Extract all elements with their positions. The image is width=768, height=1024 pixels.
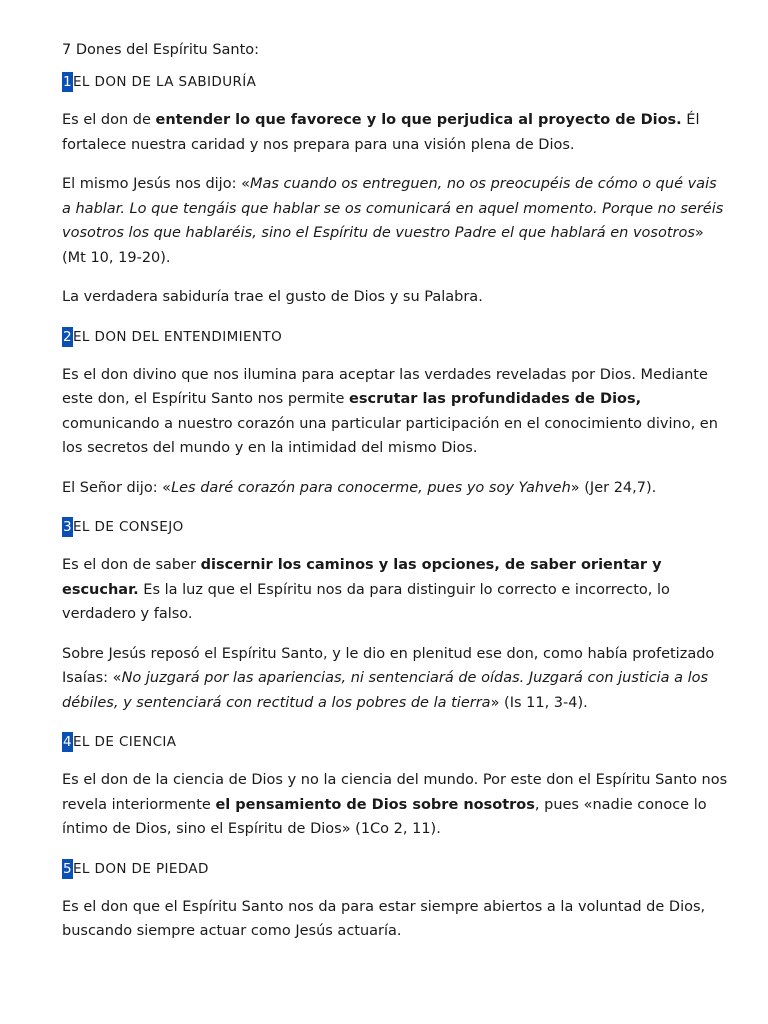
section-heading-4	[62, 730, 728, 754]
text-run: Él fortalece nuestra caridad y nos prepara para una visión plena de Dios.	[62, 112, 700, 153]
text-run: » (Is 11, 3-4).	[490, 694, 588, 711]
section-title-1: EL DON DE LA SABIDURÍA	[73, 74, 257, 90]
italic-quote: Les daré corazón para conocerme, pues yo soy Yahveh	[171, 479, 571, 496]
section-1-paragraph-1	[62, 108, 728, 157]
section-3-paragraph-2	[62, 642, 728, 716]
italic-quote: No juzgará por las apariencias, ni sentenciará de oídas. Juzgará con justicia a los débiles, y sentenciará con rectitud a los pobres de la tierra	[62, 670, 709, 711]
bold-text-run: escrutar las profundidades de Dios,	[349, 391, 642, 407]
section-title-4: EL DE CIENCIA	[73, 734, 177, 750]
section-heading-2	[62, 325, 728, 349]
text-run: comunicando a nuestro corazón una particular participación en el conocimiento divino, en los secretos del mundo y en la intimidad del mismo Dios.	[62, 415, 718, 456]
document-intro: 7 Dones del Espíritu Santo:	[62, 42, 260, 58]
section-4-paragraph-1	[62, 768, 728, 842]
text-run: El Señor dijo: «	[62, 479, 172, 496]
text-run: Es el don de la ciencia de Dios y no la ciencia del mundo. Por este don el Espíritu Santo nos revela interiormente	[62, 772, 728, 813]
section-number-4: 4	[63, 734, 72, 750]
text-run: » (Mt 10, 19-20).	[62, 225, 704, 266]
bold-text-run: discernir los caminos y las opciones, de saber orientar y escuchar.	[62, 557, 662, 598]
section-heading-1	[62, 70, 728, 94]
text-run: » (Jer 24,7).	[570, 479, 657, 496]
section-number-3: 3	[63, 519, 72, 535]
section-3-paragraph-1	[62, 553, 728, 627]
section-2-paragraph-1	[62, 363, 728, 461]
section-title-3: EL DE CONSEJO	[73, 519, 184, 535]
section-title-5: EL DON DE PIEDAD	[73, 860, 209, 877]
text-run: El mismo Jesús nos dijo: «	[62, 176, 250, 192]
text-run: , pues «nadie conoce lo íntimo de Dios, sino el Espíritu de Dios» (1Co 2, 11).	[62, 796, 707, 837]
text-run: Es el don de	[62, 112, 156, 128]
section-2-paragraph-2	[62, 476, 728, 501]
bold-text-run: entender lo que favorece y lo que perjudica al proyecto de Dios.	[155, 112, 682, 128]
section-title-2: EL DON DEL ENTENDIMIENTO	[73, 328, 283, 345]
text-run: Sobre Jesús reposó el Espíritu Santo, y le dio en plenitud ese don, como había profetizado Isaías: «	[62, 645, 715, 686]
section-number-2: 2	[63, 328, 72, 345]
section-heading-3	[62, 515, 728, 539]
text-run: Es el don divino que nos ilumina para aceptar las verdades reveladas por Dios. Mediante este don, el Espíritu Santo nos permite	[62, 366, 708, 407]
section-number-5: 5	[63, 860, 72, 877]
text-run: Es la luz que el Espíritu nos da para distinguir lo correcto e incorrecto, lo verdadero y falso.	[62, 581, 670, 622]
section-1-paragraph-2	[62, 172, 728, 270]
italic-quote: Mas cuando os entreguen, no os preocupéis de cómo o qué vais a hablar. Lo que tengáis que hablar se os comunicará en aquel momento. Porque no seréis vosotros los que hablaréis, sino el Espíritu de vuestro Padre el que hablará en vosotros	[62, 176, 724, 241]
section-5-paragraph-1: Es el don que el Espíritu Santo nos da para estar siempre abiertos a la voluntad de Dios, buscando siempre actuar como Jesús actuaría.	[62, 898, 706, 939]
section-heading-5	[62, 857, 728, 881]
text-run: Es el don de saber	[62, 557, 201, 573]
bold-text-run: el pensamiento de Dios sobre nosotros	[215, 796, 535, 813]
section-1-paragraph-3: La verdadera sabiduría trae el gusto de Dios y su Palabra.	[62, 289, 483, 305]
section-number-1: 1	[63, 74, 72, 90]
